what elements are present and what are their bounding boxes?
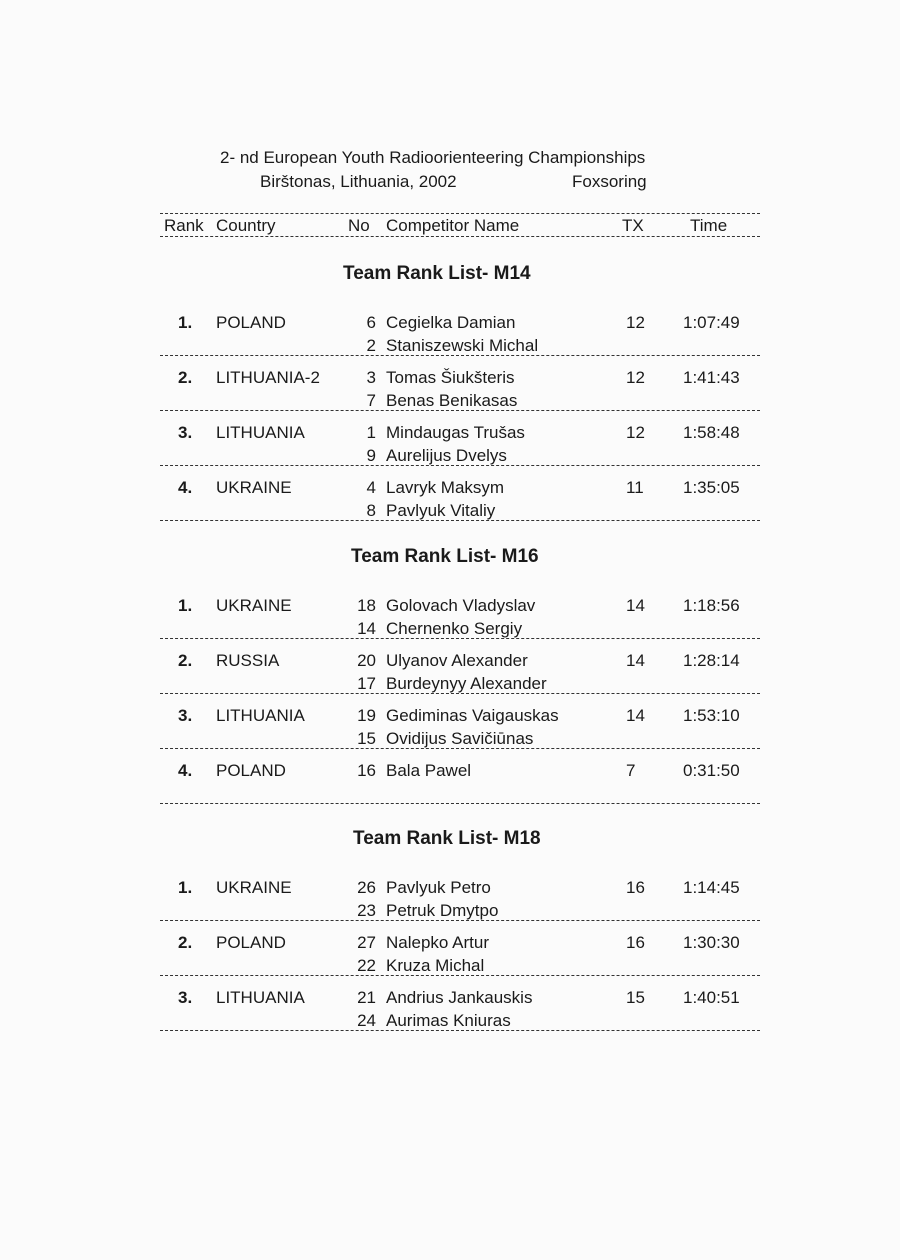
competitor-no: 1 (366, 423, 376, 442)
competitor-no: 4 (366, 478, 376, 497)
team-separator (160, 638, 760, 639)
competitor-no: 21 (357, 988, 376, 1007)
competitor-name: Kruza Michal (386, 956, 485, 975)
team-tx: 12 (626, 368, 645, 387)
team-time: 1:28:14 (683, 651, 740, 670)
team-time: 1:14:45 (683, 878, 740, 897)
competitor-no: 14 (357, 619, 376, 638)
col-country-header: Country (216, 216, 276, 235)
competitor-name: Ovidijus Savičiūnas (386, 729, 534, 748)
team-tx: 14 (626, 596, 645, 615)
championship-title: 2- nd European Youth Radioorienteering Championships (220, 148, 646, 167)
competitor-no: 27 (357, 933, 376, 952)
team-country: LITHUANIA (216, 706, 305, 725)
col-time-header: Time (690, 216, 728, 235)
competitor-name: Nalepko Artur (386, 933, 489, 952)
team-country: RUSSIA (216, 651, 280, 670)
competitor-no: 23 (357, 901, 376, 920)
team-country: POLAND (216, 761, 286, 780)
team-rank: 1. (178, 313, 193, 332)
competitor-name: Aurelijus Dvelys (386, 446, 507, 465)
team-country: LITHUANIA (216, 988, 305, 1007)
team-country: UKRAINE (216, 596, 292, 615)
team-time: 1:07:49 (683, 313, 740, 332)
team-time: 1:35:05 (683, 478, 740, 497)
competitor-no: 8 (366, 501, 376, 520)
competitor-no: 22 (357, 956, 376, 975)
section-title: Team Rank List- M14 (343, 263, 531, 284)
team-rank: 2. (178, 651, 193, 670)
col-tx-header: TX (622, 216, 644, 235)
team-separator (160, 803, 760, 804)
competitor-no: 20 (357, 651, 376, 670)
team-rank: 3. (178, 706, 193, 725)
competitor-name: Burdeynyy Alexander (386, 674, 547, 693)
competitor-name: Petruk Dmytpo (386, 901, 499, 920)
header-top-rule (160, 213, 760, 214)
competitor-no: 9 (366, 446, 376, 465)
competitor-no: 15 (357, 729, 376, 748)
competitor-no: 7 (366, 391, 376, 410)
competitor-no: 2 (366, 336, 376, 355)
team-tx: 12 (626, 423, 645, 442)
team-separator (160, 975, 760, 976)
team-tx: 16 (626, 878, 645, 897)
competitor-no: 3 (366, 368, 376, 387)
team-time: 1:30:30 (683, 933, 740, 952)
team-time: 0:31:50 (683, 761, 740, 780)
competitor-name: Gediminas Vaigauskas (386, 706, 559, 725)
discipline-label: Foxsoring (572, 172, 647, 191)
team-rank: 1. (178, 878, 193, 897)
competitor-name: Pavlyuk Vitaliy (386, 501, 496, 520)
team-time: 1:58:48 (683, 423, 740, 442)
competitor-name: Golovach Vladyslav (386, 596, 536, 615)
competitor-no: 19 (357, 706, 376, 725)
team-time: 1:53:10 (683, 706, 740, 725)
team-tx: 14 (626, 706, 645, 725)
team-tx: 14 (626, 651, 645, 670)
team-country: UKRAINE (216, 478, 292, 497)
competitor-name: Lavryk Maksym (386, 478, 505, 497)
team-rank: 2. (178, 368, 193, 387)
team-country: LITHUANIA (216, 423, 305, 442)
competitor-no: 17 (357, 674, 376, 693)
team-rank: 4. (178, 761, 193, 780)
team-rank: 3. (178, 423, 193, 442)
team-rank: 1. (178, 596, 193, 615)
team-rank: 3. (178, 988, 193, 1007)
team-tx: 11 (626, 478, 644, 497)
team-country: UKRAINE (216, 878, 292, 897)
competitor-name: Aurimas Kniuras (386, 1011, 511, 1030)
section-title: Team Rank List- M16 (351, 546, 539, 567)
competitor-name: Ulyanov Alexander (386, 651, 528, 670)
competitor-name: Bala Pawel (386, 761, 472, 780)
competitor-no: 6 (366, 313, 376, 332)
competitor-name: Cegielka Damian (386, 313, 516, 332)
team-tx: 12 (626, 313, 645, 332)
col-rank-header: Rank (164, 216, 204, 235)
team-separator (160, 465, 760, 466)
team-country: LITHUANIA-2 (216, 368, 320, 387)
team-separator (160, 355, 760, 356)
team-tx: 15 (626, 988, 645, 1007)
competitor-name: Pavlyuk Petro (386, 878, 491, 897)
competitor-no: 18 (357, 596, 376, 615)
venue-line: Birštonas, Lithuania, 2002 (260, 172, 457, 191)
team-time: 1:41:43 (683, 368, 740, 387)
team-rank: 4. (178, 478, 193, 497)
team-country: POLAND (216, 933, 286, 952)
team-time: 1:40:51 (683, 988, 740, 1007)
team-separator (160, 410, 760, 411)
competitor-name: Benas Benikasas (386, 391, 518, 410)
team-separator (160, 920, 760, 921)
competitor-name: Mindaugas Trušas (386, 423, 525, 442)
header-bottom-rule (160, 236, 760, 237)
competitor-name: Chernenko Sergiy (386, 619, 523, 638)
team-separator (160, 693, 760, 694)
col-no-header: No (348, 216, 370, 235)
team-country: POLAND (216, 313, 286, 332)
team-tx: 7 (626, 761, 636, 780)
competitor-no: 26 (357, 878, 376, 897)
team-separator (160, 520, 760, 521)
team-time: 1:18:56 (683, 596, 740, 615)
competitor-no: 16 (357, 761, 376, 780)
team-separator (160, 1030, 760, 1031)
competitor-name: Staniszewski Michal (386, 336, 539, 355)
team-separator (160, 748, 760, 749)
competitor-name: Andrius Jankauskis (386, 988, 533, 1007)
competitor-name: Tomas Šiukšteris (386, 368, 515, 387)
section-title: Team Rank List- M18 (353, 828, 541, 849)
team-rank: 2. (178, 933, 193, 952)
competitor-no: 24 (357, 1011, 376, 1030)
col-name-header: Competitor Name (386, 216, 520, 235)
team-tx: 16 (626, 933, 645, 952)
